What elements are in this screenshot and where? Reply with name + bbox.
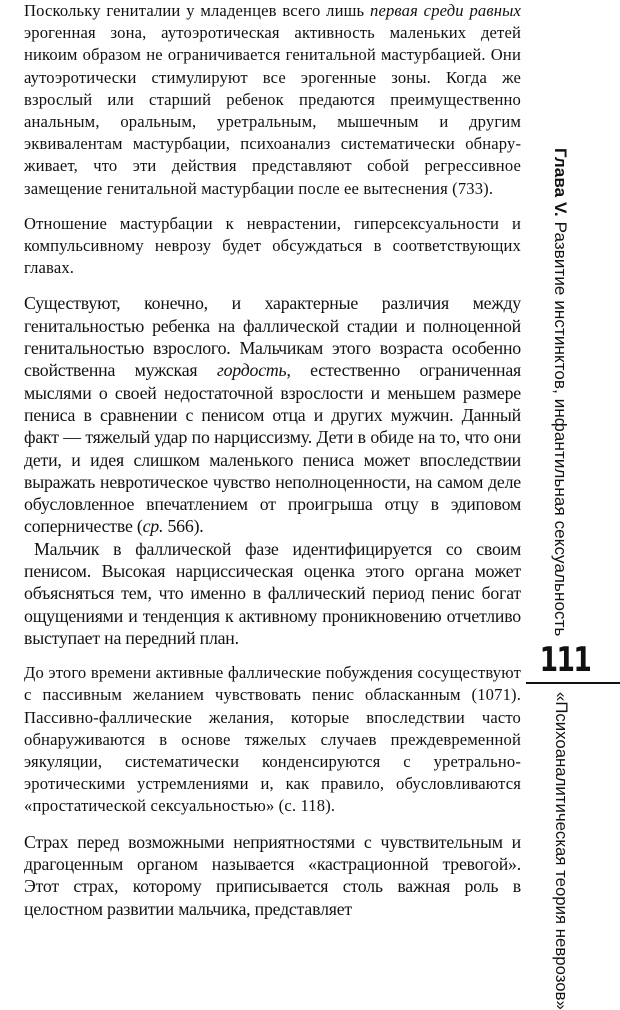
paragraph-2	[24, 213, 521, 280]
running-header	[550, 148, 570, 636]
text-run: Поскольку гениталии у младенцев всего лишь	[24, 1, 370, 20]
text-run: Страх перед возможными неприятностями с чувствительным и драгоценным органом называется «кастрационной тревогой». Этот страх, которому приписывается столь важная роль в целостном развитии мальчика, представляет	[24, 831, 521, 919]
text-run: До этого времени активные фаллические побуждения сосуществуют с пассивным желанием чувствовать пенис обласканным (1071). Пассивно-фаллические желания, которые впоследствии часто обнаруживаются в основе тяжелых случаев преждевременной эякуляции, систематически конденсируются с уретрально-эротическими устремлениями и, как правило, обусловливаются «простатической сексуальностью» (с. 118).	[24, 663, 521, 816]
page-body	[24, 0, 521, 920]
text-run: эрогенная зона, аутоэротическая активность маленьких детей никоим образом не ограничивается генитальной мастурбацией. Они аутоэротически стимулируют все эрогенные зоны. Когда же взрослый или старший ребенок предаются преимущественно анальным, оральным, уретральным, мышечным и другим эквивалентам мастурбации, психоанализ систематически обнаруживает, что эти действия представляют собой регрессивное замещение генитальной мастурбации после ее вытеснения (733).	[24, 23, 521, 198]
book-title: «Психоаналитическая теория неврозов»	[552, 692, 571, 1010]
paragraph-3	[24, 292, 521, 537]
italic-run: гордость	[216, 360, 287, 381]
paragraph-4	[24, 538, 521, 649]
text-run: , естественно ограниченная мыслями о своей недостаточной взрослости и меньшем размере пениса в сравнении с пенисом отца и других мужчин. Данный факт — тяжелый удар по нарциссизму. Дети в обиде на то, что они дети, и идея слишком маленького пениса может впоследствии выражать невротическое чувство неполноценности, на самом деле обусловленное впечатлением от проигрыша отцу в эдиповом соперничестве (	[24, 360, 521, 537]
chapter-label: Глава V.	[551, 148, 570, 217]
divider	[526, 682, 620, 684]
text-run: Мальчик в фаллической фазе идентифицируется со своим пенисом. Высокая нарциссическая оценка этого органа может объясняться тем, что именно в фаллический период пенис богат ощущениями и тенденция к активному проникновению отчетливо выступает на передний план.	[24, 538, 521, 648]
chapter-title: Развитие инстинктов, инфантильная сексуальность	[551, 221, 570, 637]
italic-run: первая среди равных	[370, 1, 521, 20]
page-number: 111	[539, 640, 591, 680]
text-run: Отношение мастурбации к неврастении, гиперсексуальности и компульсивному неврозу будет обсуждаться в соответствующих главах.	[24, 213, 521, 278]
paragraph-6	[24, 831, 521, 920]
text-run: Существуют, конечно, и характерные различия между генитальностью ребенка на фаллической стадии и полноценной генитальностью взрослого. Мальчикам этого возраста особенно свойственна мужская	[24, 293, 521, 381]
text-run: 566).	[163, 516, 204, 537]
page-sidebar	[526, 0, 620, 1010]
paragraph-1	[24, 0, 521, 200]
paragraph-5	[24, 662, 521, 817]
italic-run: ср.	[142, 516, 164, 537]
